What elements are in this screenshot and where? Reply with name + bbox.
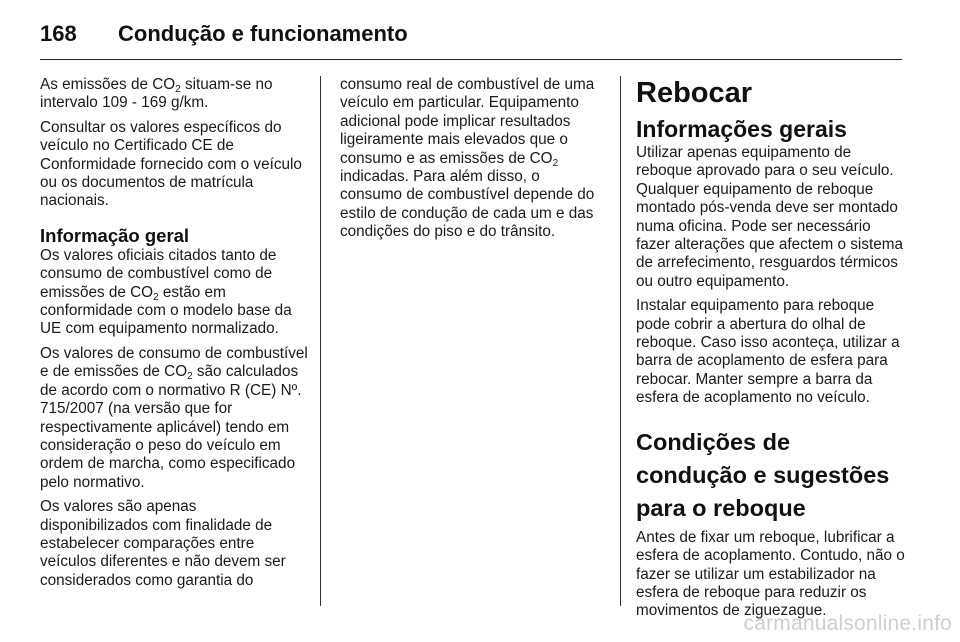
comparison-paragraph: Os valores são apenas disponibilizados com finalidade de estabelecer comparações entre veículos diferentes e não devem ser considerados como garantia do [40,498,286,589]
lubricate-paragraph: Antes de fixar um reboque, lubrificar a esfera de acoplamento. Contudo, não o fazer se utilizar um estabilizador na esfera de reboque para reduzir os movimentos de ziguezague. [636,528,905,620]
header-rule [40,59,902,60]
real-consumption-paragraph: consumo real de combustível de uma veículo em particular. Equipamento adicional pode implicar resultados ligeiramente mais elevados que o consumo e as emissões de $CO_2$ indicadas. Para além disso, o consumo de combustível depende do estilo de condução de cada um e das condições do piso e do trânsito. [340,76,595,241]
official-values-paragraph: Os valores oficiais citados tanto de consumo de combustível como de emissões de $CO_2$ estão em conformidade com o modelo base da UE com equipamento normalizado. [40,246,292,338]
chapter-title: Condução e funcionamento [118,21,408,46]
column-3 [636,76,906,627]
column-divider-1 [320,76,321,606]
certificate-paragraph: Consultar os valores específicos do veículo no Certificado CE de Conformidade fornecido com o veículo ou os documentos de matrícula nacionais. [40,118,302,210]
towing-title: Rebocar [636,77,753,109]
column-divider-2 [620,76,621,606]
column-2 [340,76,604,248]
equipment-paragraph: Utilizar apenas equipamento de reboque aprovado para o seu veículo. Qualquer equipamento de reboque montado pós-venda deve ser montado numa oficina. Pode ser necessário fazer alterações que afectem o sistema de arrefecimento, resguardos térmicos ou outro equipamento. [636,144,903,290]
general-info-heading: Informação geral [40,224,190,246]
driving-conditions-heading: Condições de condução e sugestões para o reboque [636,428,890,521]
co2-range-paragraph: As emissões de $CO_2$ situam-se no intervalo 109 - 169 g/km. [40,76,273,112]
general-info-subheading: Informações gerais [636,116,847,142]
page-number: 168 [40,21,77,46]
towing-eye-paragraph: Instalar equipamento para reboque pode cobrir a abertura do olhal de reboque. Caso isso aconteça, utilizar a barra de acoplamento de esfera para rebocar. Manter sempre a barra da esfera de acoplamento no veículo. [636,297,900,407]
column-1 [40,76,308,596]
watermark: carmanualsonline.info [743,612,952,635]
page-header [40,14,900,54]
calculation-paragraph: Os valores de consumo de combustível e de emissões de $CO_2$ são calculados de acordo com o normativo R (CE) Nº. 715/2007 (na versão que for respectivamente aplicável) tendo em consideração o peso do veículo em ordem de marcha, como especificado pelo normativo. [40,344,308,491]
